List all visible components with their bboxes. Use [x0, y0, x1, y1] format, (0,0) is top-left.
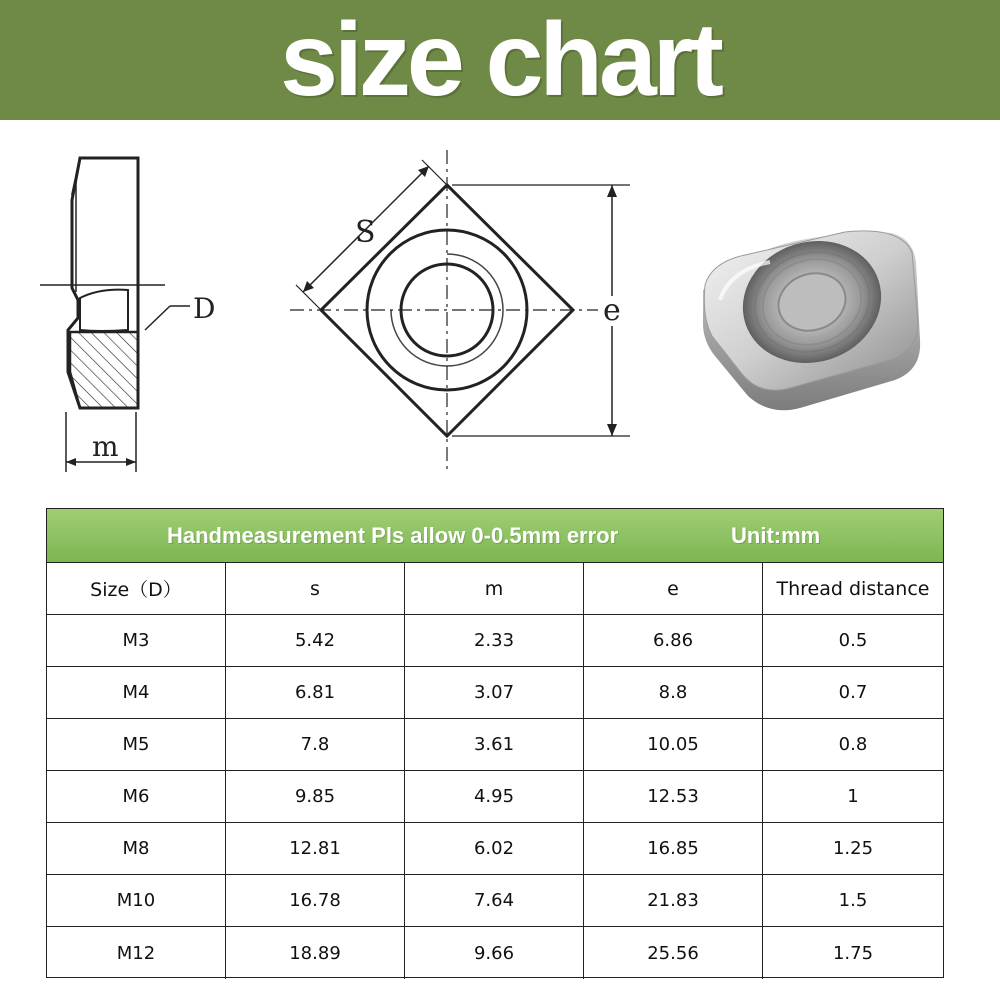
cell-m: 6.02 — [405, 823, 584, 875]
cell-size: M10 — [47, 875, 226, 927]
cell-thread-distance: 1.25 — [763, 823, 943, 875]
cell-s: 16.78 — [226, 875, 405, 927]
cell-m: 4.95 — [405, 771, 584, 823]
column-header-thread-distance: Thread distance — [763, 563, 943, 615]
cell-thread-distance: 1.5 — [763, 875, 943, 927]
cell-s: 18.89 — [226, 927, 405, 979]
column-header-size: Size（D） — [47, 563, 226, 615]
cell-m: 2.33 — [405, 615, 584, 667]
cell-s: 6.81 — [226, 667, 405, 719]
title-banner — [0, 0, 1000, 120]
column-header-s: s — [226, 563, 405, 615]
cell-m: 9.66 — [405, 927, 584, 979]
cell-size: M8 — [47, 823, 226, 875]
cell-e: 25.56 — [584, 927, 763, 979]
label-s: S — [355, 215, 376, 250]
label-d: D — [193, 292, 216, 325]
column-header-e: e — [584, 563, 763, 615]
cell-m: 3.61 — [405, 719, 584, 771]
cell-e: 6.86 — [584, 615, 763, 667]
cell-s: 9.85 — [226, 771, 405, 823]
cell-thread-distance: 1.75 — [832, 942, 874, 964]
measurement-note: Handmeasurement Pls allow 0-0.5mm error — [167, 523, 619, 548]
technical-drawings — [0, 130, 1000, 500]
cell-s: 7.8 — [226, 719, 405, 771]
top-view-drawing — [290, 150, 630, 470]
table-grid — [47, 563, 943, 979]
cell-e: 21.83 — [584, 875, 763, 927]
cell-size: M12 — [47, 927, 226, 979]
cell-thread-distance: 0.7 — [763, 667, 943, 719]
table-banner — [47, 509, 943, 563]
cell-thread-distance: 0.5 — [763, 615, 943, 667]
cell-size: M4 — [47, 667, 226, 719]
cell-s: 5.42 — [226, 615, 405, 667]
label-e: e — [603, 293, 621, 328]
cell-s: 12.81 — [226, 823, 405, 875]
column-header-m: m — [405, 563, 584, 615]
cell-size: M5 — [47, 719, 226, 771]
label-m: m — [92, 430, 119, 463]
size-table — [46, 508, 944, 978]
side-view-drawing — [40, 158, 215, 472]
square-nut-photo — [703, 223, 920, 410]
cell-e: 16.85 — [584, 823, 763, 875]
page-title: size chart — [280, 2, 720, 118]
cell-m: 3.07 — [405, 667, 584, 719]
cell-e: 12.53 — [584, 771, 763, 823]
cell-thread-distance: 0.8 — [763, 719, 943, 771]
cell-e: 10.05 — [584, 719, 763, 771]
cell-m: 7.64 — [405, 875, 584, 927]
cell-size: M3 — [47, 615, 226, 667]
unit-label: Unit:mm — [731, 523, 821, 548]
cell-size: M6 — [47, 771, 226, 823]
cell-thread-distance: 1 — [763, 771, 943, 823]
cell-e: 8.8 — [584, 667, 763, 719]
